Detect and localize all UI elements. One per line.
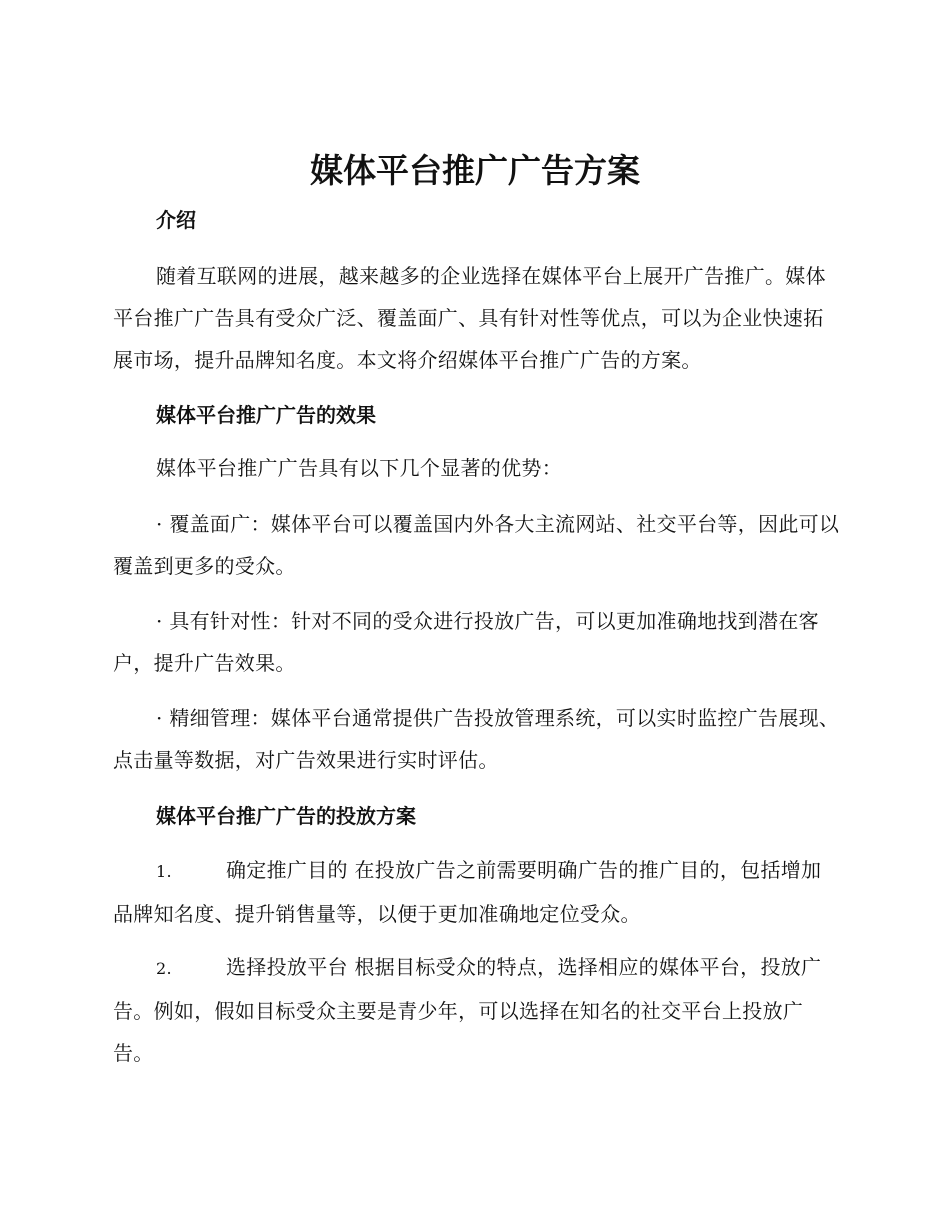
intro-paragraph: 随着互联网的进展，越来越多的企业选择在媒体平台上展开广告推广。媒体平台推广广告具有受众广泛、覆盖面广、具有针对性等优点，可以为企业快速拓展市场，提升品牌知名度。本文将介绍媒体平台推广广告的方案。 xyxy=(113,264,826,372)
section-heading-plan: 媒体平台推广广告的投放方案 xyxy=(156,804,416,828)
plan-step-2-number: 2. xyxy=(156,959,172,978)
plan-step-2 xyxy=(113,946,840,1074)
effects-bullet-coverage: · 覆盖面广：媒体平台可以覆盖国内外各大主流网站、社交平台等，因此可以覆盖到更多的受众。 xyxy=(113,512,840,578)
plan-step-1-number: 1. xyxy=(156,862,172,881)
plan-step-1 xyxy=(113,849,840,935)
section-heading-intro: 介绍 xyxy=(156,208,196,232)
plan-step-1-text: 确定推广目的 在投放广告之前需要明确广告的推广目的，包括增加品牌知名度、提升销售量等，以便于更加准确地定位受众。 xyxy=(113,858,822,926)
effects-bullet-management: · 精细管理：媒体平台通常提供广告投放管理系统，可以实时监控广告展现、点击量等数据，对广告效果进行实时评估。 xyxy=(113,706,840,772)
section-heading-effects: 媒体平台推广广告的效果 xyxy=(156,403,376,427)
effects-bullet-targeting: · 具有针对性：针对不同的受众进行投放广告，可以更加准确地找到潜在客户，提升广告效果。 xyxy=(113,609,819,675)
effects-lead-paragraph: 媒体平台推广广告具有以下几个显著的优势： xyxy=(156,456,562,480)
plan-step-2-text: 选择投放平台 根据目标受众的特点，选择相应的媒体平台，投放广告。例如，假如目标受众主要是青少年，可以选择在知名的社交平台上投放广告。 xyxy=(113,955,822,1065)
document-title: 媒体平台推广广告方案 xyxy=(310,151,640,190)
